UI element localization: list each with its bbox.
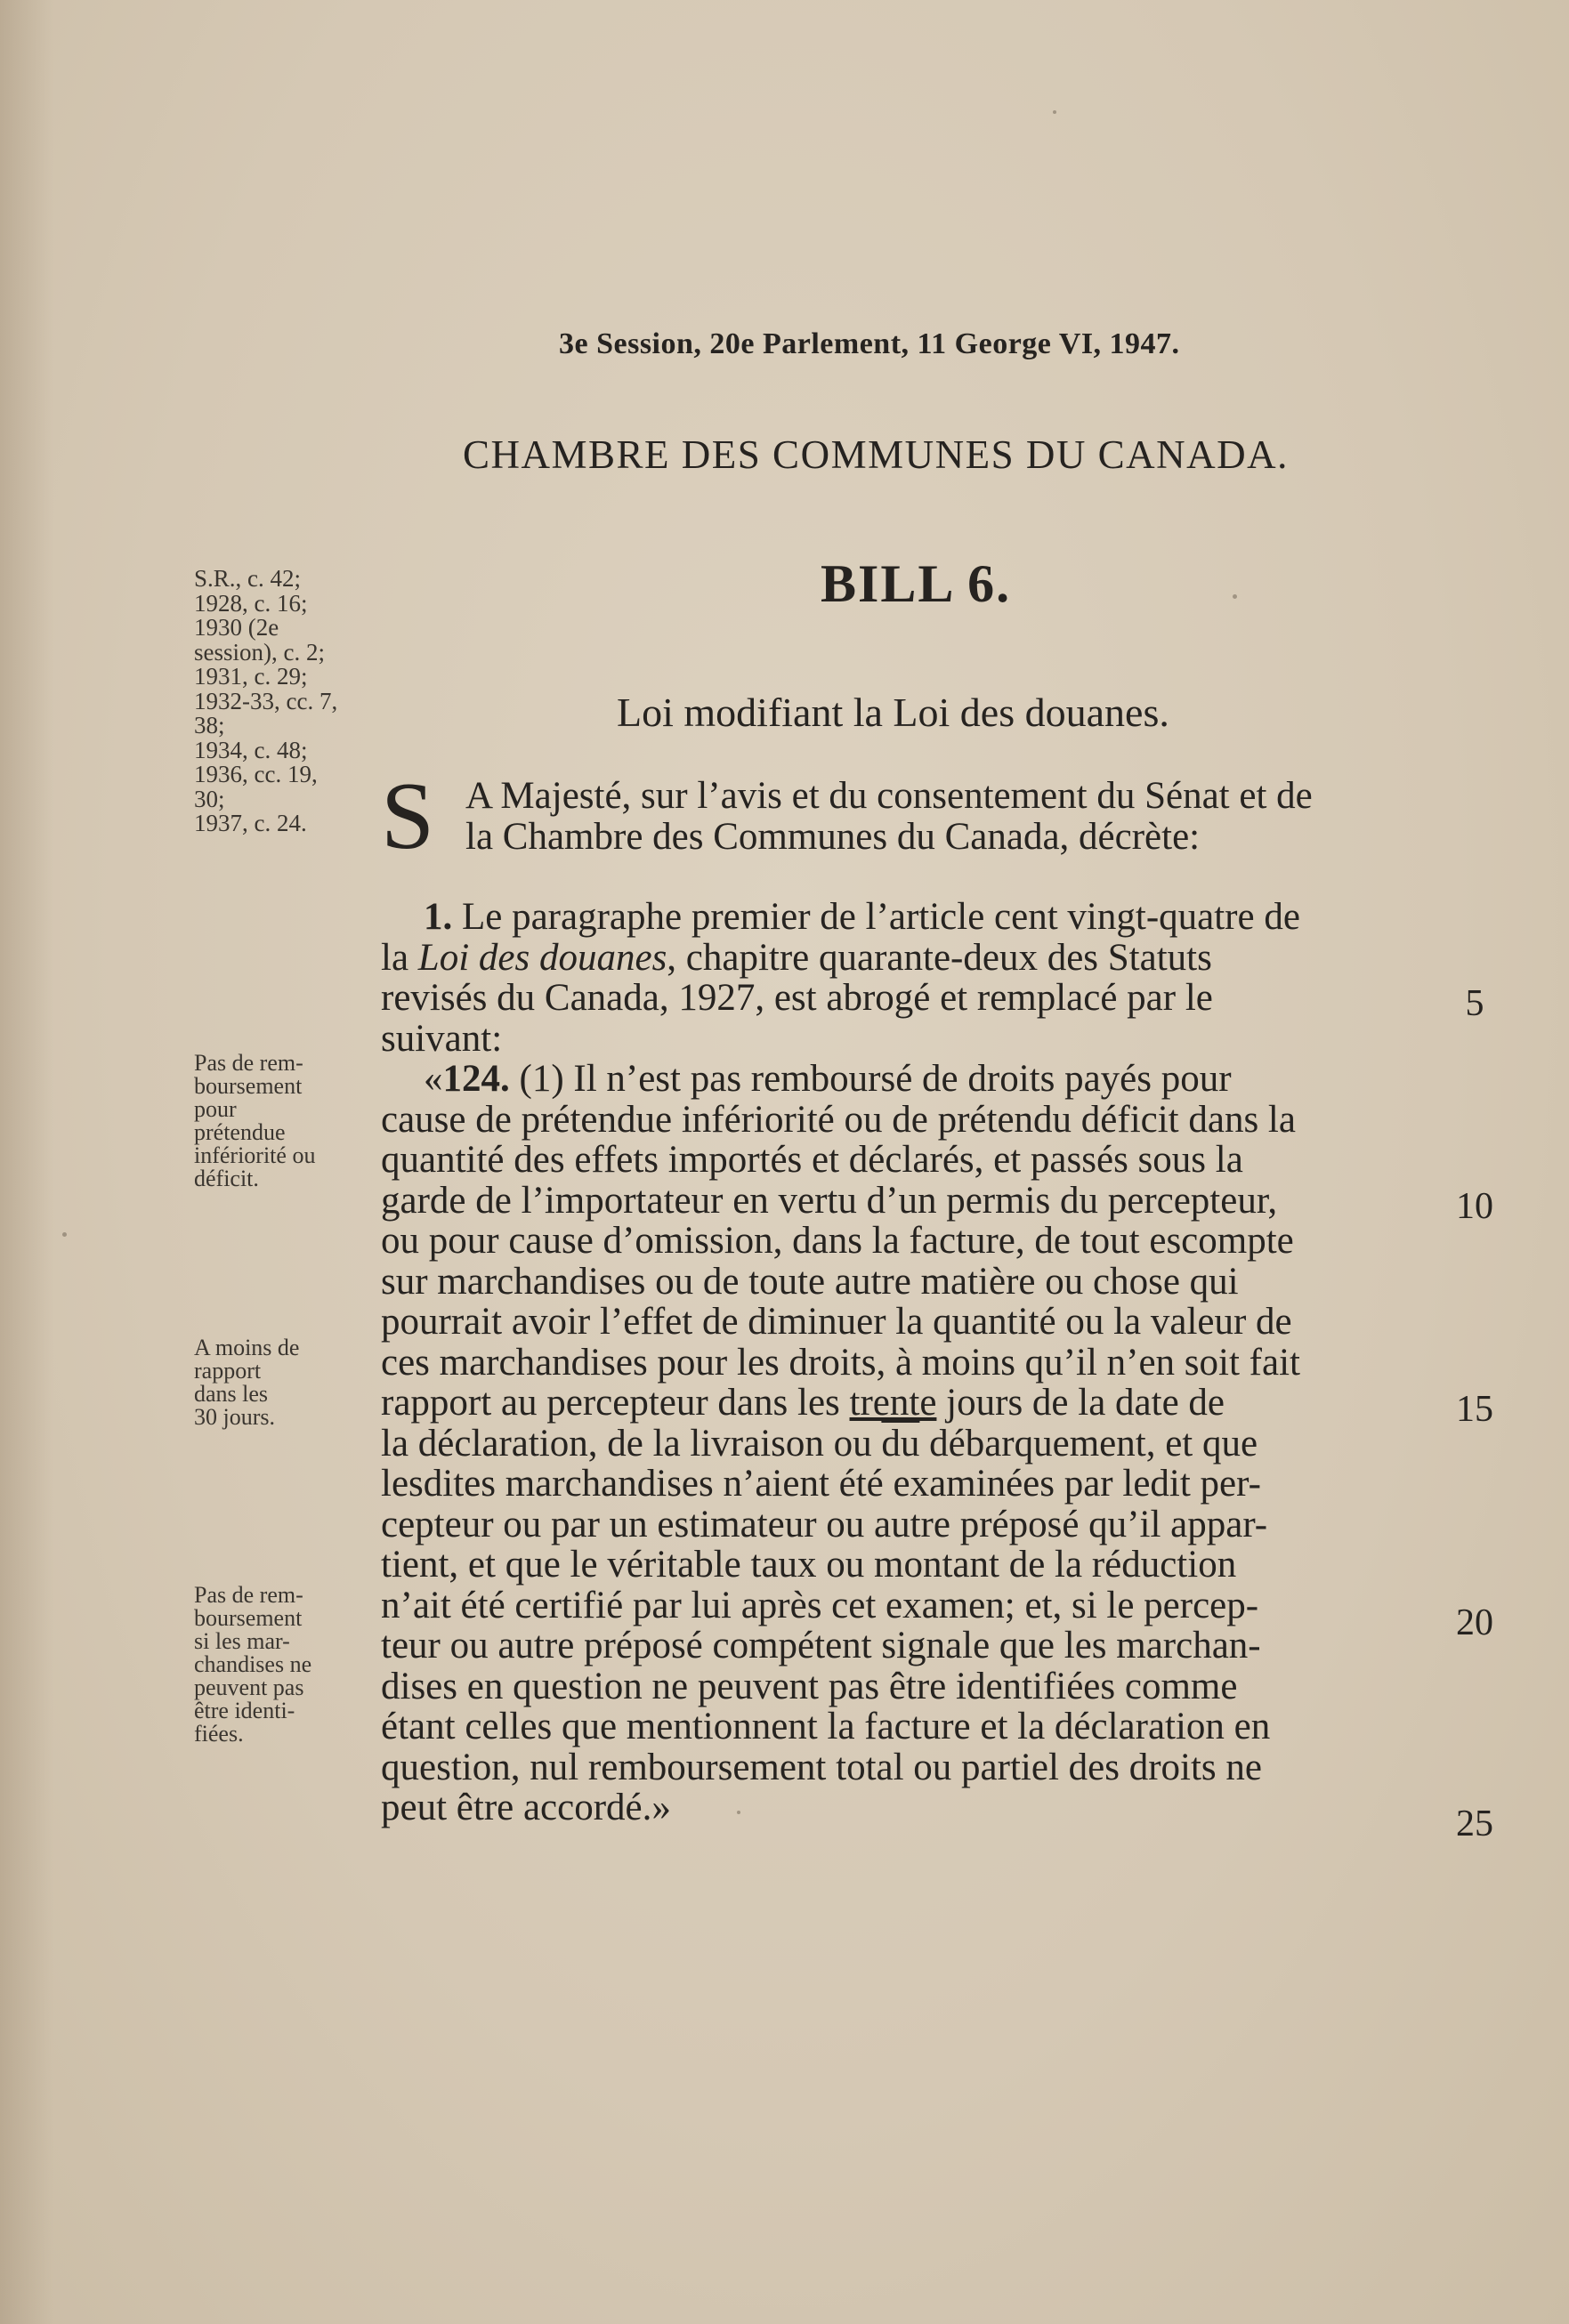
line-trente: rapport au percepteur dans les trente jours de la date de bbox=[381, 1382, 1225, 1424]
paper-speck bbox=[1053, 110, 1056, 114]
line-number-15: 15 bbox=[1456, 1389, 1493, 1430]
line-number-5: 5 bbox=[1465, 983, 1484, 1024]
enactment-dropcap: S bbox=[381, 763, 435, 869]
bill-number: BILL 6. bbox=[821, 554, 1012, 613]
margin-note-identification: Pas de rem- boursement si les mar- chandises ne peuvent pas être identi- fiées. bbox=[194, 1582, 312, 1747]
line-number-25: 25 bbox=[1456, 1804, 1493, 1844]
paper-speck bbox=[737, 1811, 740, 1814]
section-124-line-1: «124. (1) Il n’est pas remboursé de droits payés pour bbox=[424, 1058, 1232, 1100]
session-heading: 3e Session, 20e Parlement, 11 George VI, 1947. bbox=[559, 327, 1180, 360]
section-1: 1. Le paragraphe premier de l’article cent vingt-quatre de la Loi des douanes, chapitre quarante-deux des Statuts revisés du Canada, 1927, est abrogé et remplacé par le suivant: bbox=[381, 897, 1449, 1059]
section-1-line-2: la Loi des douanes, chapitre quarante-deux des Statuts bbox=[381, 936, 1212, 979]
margin-note-30-days: A moins de rapport dans les 30 jours. bbox=[194, 1335, 300, 1430]
line-number-10: 10 bbox=[1456, 1186, 1493, 1227]
enactment-clause: A Majesté, sur l’avis et du consentement du Sénat et de la Chambre des Communes du Canada, décrète: bbox=[465, 775, 1313, 858]
section-124: «124. (1) Il n’est pas remboursé de droits payés pour cause de prétendue infériorité ou de prétendu déficit dans la quantité des effets importés et déclarés, et passés sous la garde de l’importateur en vertu d’un permis du percepteur, ou pour cause d’omission, dans la facture, de tout escompte sur marchandises ou de toute autre matière ou chose qui pourrait avoir l’effet de diminuer la quantité ou la valeur de ces marchandises pour les droits, à moins qu’il n’en soit fait rapport au percepteur dans les trente jours de la date de la déclaration, de la livraison ou $\overline{du}$ débarquement, et que lesdites marchandises n’aient été examinées par ledit per- cepteur ou par un estimateur ou autre préposé qu’il appar- tient, et que le véritable taux ou montant de la réduction n’ait été certifié par lui après cet examen; et, si le percep- teur ou autre préposé compétent signale que les marchan- dises en question ne peuvent pas être identifiées comme étant celles que mentionnent la facture et la déclaration en question, nul remboursement total ou partiel des droits ne peut être accordé.» bbox=[381, 1059, 1449, 1828]
bill-short-title: Loi modifiant la Loi des douanes. bbox=[617, 690, 1169, 735]
paper-speck bbox=[1233, 594, 1237, 599]
du-overlined: $\overline{du}$ bbox=[881, 1422, 920, 1465]
section-1-line-1: 1. Le paragraphe premier de l’article cent vingt-quatre de bbox=[424, 896, 1300, 938]
line-number-20: 20 bbox=[1456, 1602, 1493, 1643]
line-du: la déclaration, de la livraison ou $\overline{du}$ débarquement, et que bbox=[381, 1422, 1258, 1465]
paper-speck bbox=[62, 1232, 67, 1237]
section-1-number: 1. bbox=[424, 896, 453, 938]
trente-underlined: trente bbox=[849, 1382, 937, 1424]
act-title-italic: Loi des douanes bbox=[417, 936, 667, 979]
margin-note-citations: S.R., c. 42; 1928, c. 16; 1930 (2e session), c. 2; 1931, c. 29; 1932-33, cc. 7, 38; 1934, c. 48; 1936, cc. 19, 30; 1937, c. 24. bbox=[194, 565, 338, 836]
page-edge-shadow bbox=[0, 0, 53, 2324]
section-124-number: 124. bbox=[442, 1058, 510, 1100]
margin-note-inferiority: Pas de rem- boursement pour prétendue infériorité ou déficit. bbox=[194, 1050, 316, 1191]
chamber-heading: CHAMBRE DES COMMUNES DU CANADA. bbox=[463, 432, 1289, 477]
